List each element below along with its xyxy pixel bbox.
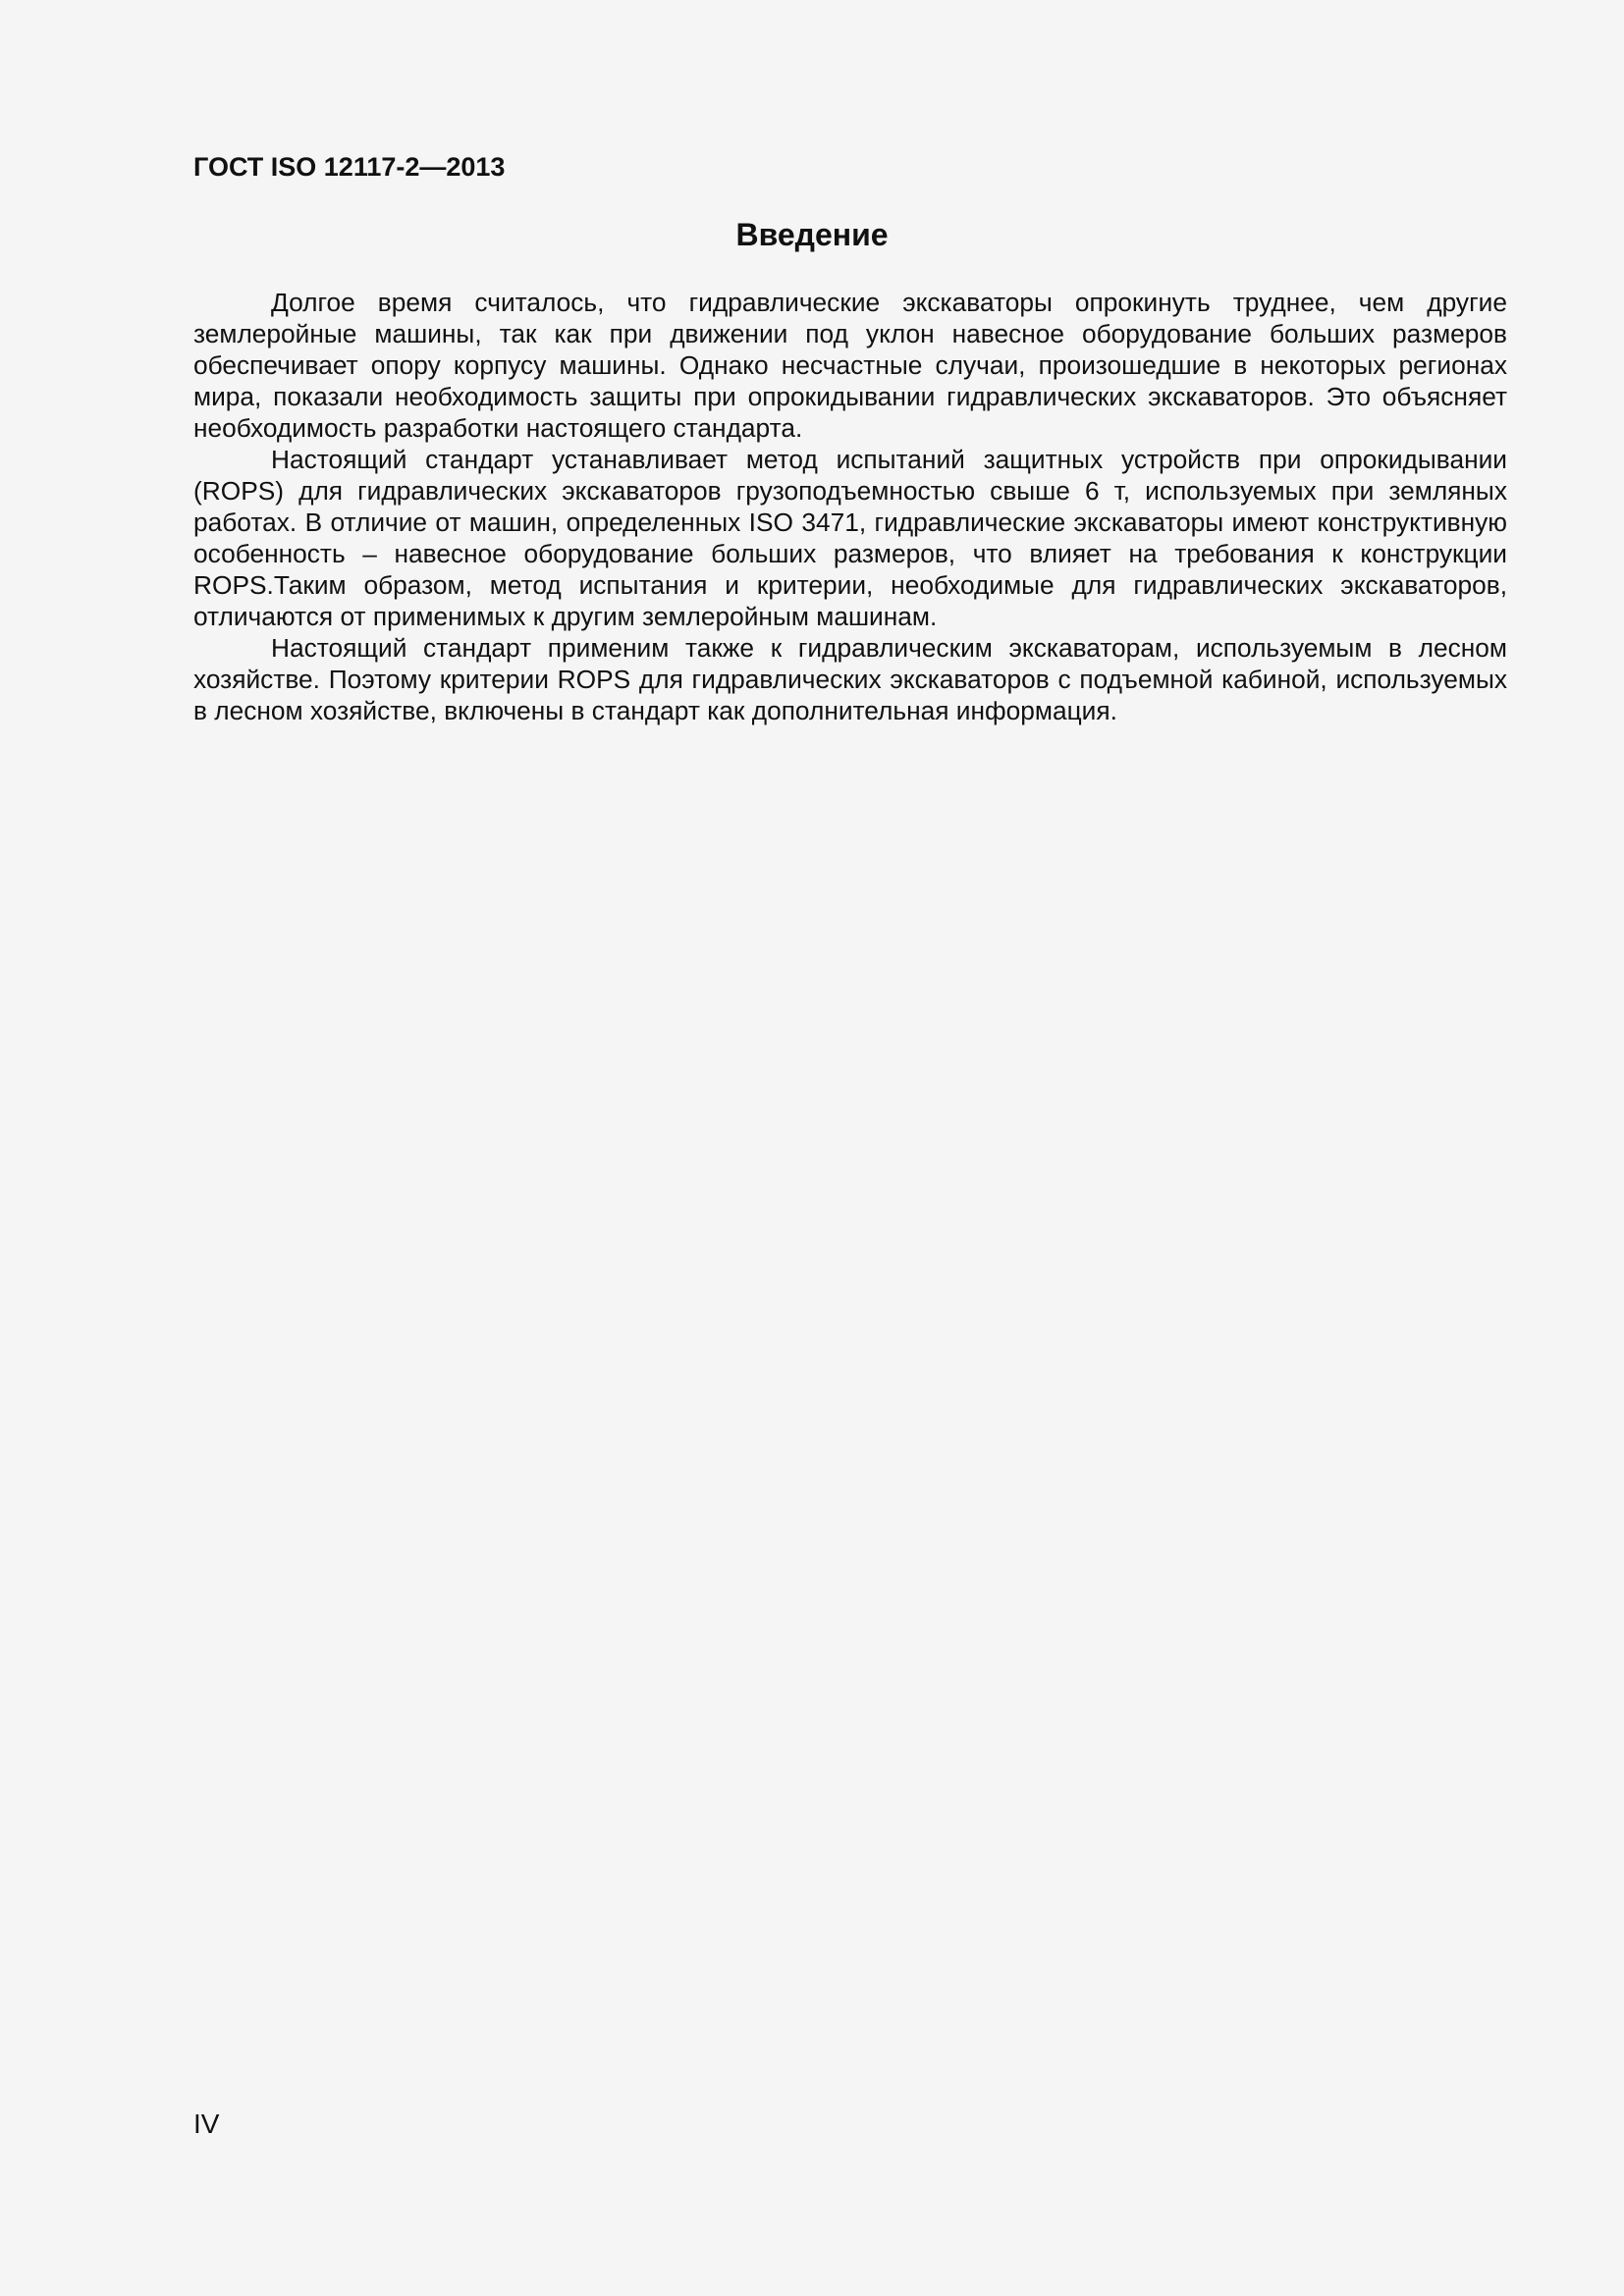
paragraph: Настоящий стандарт применим также к гидравлическим экскаваторам, используемым в лесном хозяйстве. Поэтому критерии ROPS для гидравлических экскаваторов с подъемной кабиной, используемых в лесном хозяйстве, включены в стандарт как дополнительная информация. bbox=[193, 633, 1507, 725]
standard-code-header: ГОСТ ISO 12117-2—2013 bbox=[193, 152, 506, 182]
section-title: Введение bbox=[735, 217, 889, 252]
page-number: IV bbox=[193, 2109, 220, 2139]
paragraph: Долгое время считалось, что гидравлические экскаваторы опрокинуть труднее, чем другие землеройные машины, так как при движении под уклон навесное оборудование больших размеров обеспечивает опору корпусу машины. Однако несчастные случаи, произошедшие в некоторых регионах мира, показали необходимость защиты при опрокидывании гидравлических экскаваторов. Это объясняет необходимость разработки настоящего стандарта. bbox=[193, 288, 1507, 443]
introduction-body bbox=[193, 287, 1507, 726]
paragraph: Настоящий стандарт устанавливает метод испытаний защитных устройств при опрокидывании (ROPS) для гидравлических экскаваторов грузоподъемностью свыше 6 т, используемых при земляных работах. В отличие от машин, определенных ISO 3471, гидравлические экскаваторы имеют конструктивную особенность – навесное оборудование больших размеров, что влияет на требования к конструкции ROPS.Таким образом, метод испытания и критерии, необходимые для гидравлических экскаваторов, отличаются от применимых к другим землеройным машинам. bbox=[193, 445, 1507, 631]
